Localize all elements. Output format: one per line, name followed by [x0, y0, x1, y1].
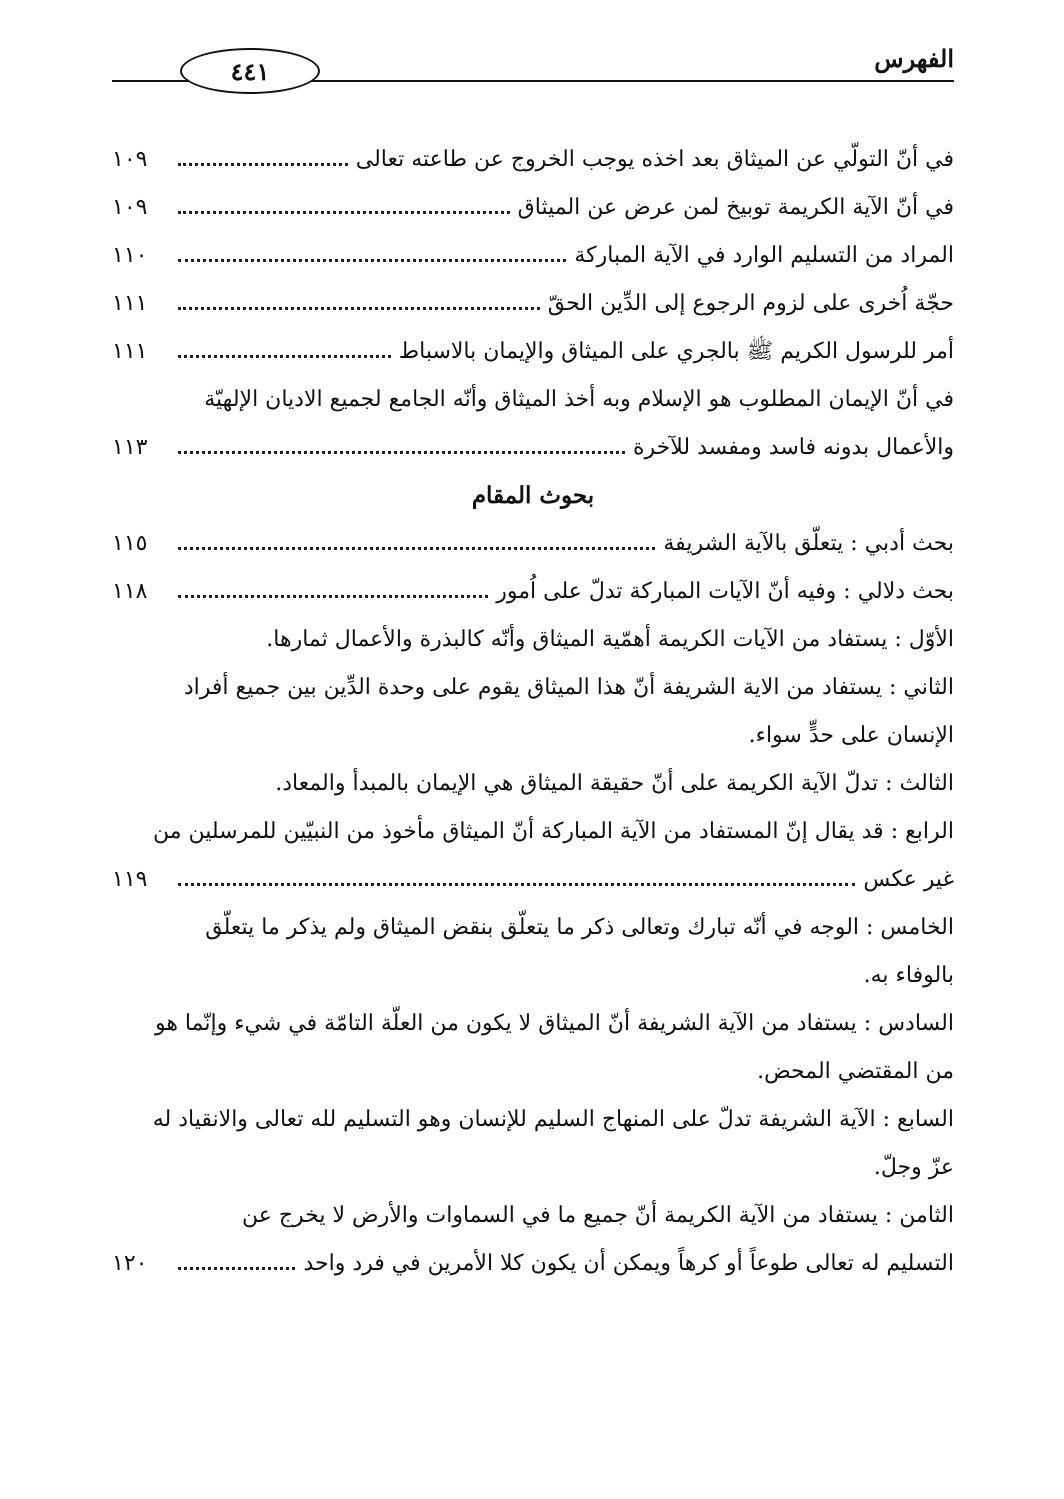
- dot-leader: [178, 211, 510, 214]
- dot-leader: [178, 451, 625, 454]
- point-eighth-line1: الثامن : يستفاد من الآية الكريمة أنّ جميع ما في السماوات والأرض لا يخرج عن: [241, 1203, 954, 1228]
- point-seventh-line2: عزّ وجلّ.: [873, 1155, 954, 1180]
- index-content: [112, 136, 954, 1288]
- point-first: الأوّل : يستفاد من الآيات الكريمة أهمّية الميثاق وأنّه كالبذرة والأعمال ثمارها.: [266, 627, 954, 652]
- point-second-line1: الثاني : يستفاد من الاية الشريفة أنّ هذا الميثاق يقوم على وحدة الدِّين بين جميع أفراد: [183, 675, 954, 700]
- toc-entry-text: بحث أدبي : يتعلّق بالآية الشريفة: [663, 531, 954, 556]
- toc-entry: [112, 1240, 954, 1288]
- toc-entry-text: في أنّ التولّي عن الميثاق بعد اخذه يوجب الخروج عن طاعته تعالى: [355, 147, 954, 172]
- toc-entry-text: أمر للرسول الكريم ﷺ بالجري على الميثاق والإيمان بالاسباط: [398, 339, 954, 364]
- toc-entry-page: ١٠٩: [112, 147, 148, 172]
- point-fifth-line1: الخامس : الوجه في أنّه تبارك وتعالى ذكر ما يتعلّق بنقض الميثاق ولم يذكر ما يتعلّق: [205, 915, 954, 940]
- point-eighth-line2: التسليم له تعالى طوعاً أو كرهاً ويمكن أن يكون كلا الأمرين في فرد واحد: [303, 1251, 954, 1276]
- toc-entry-page: ١١١: [112, 339, 148, 364]
- toc-entry-page: ١١٣: [112, 435, 148, 460]
- toc-entry-page: ١٢٠: [112, 1251, 148, 1276]
- toc-entry: [112, 520, 954, 568]
- point-second-line2: الإنسان على حدٍّ سواء.: [748, 723, 954, 748]
- dot-leader: [178, 259, 566, 262]
- toc-entry-page: ١١٠: [112, 243, 148, 268]
- dot-leader: [178, 883, 855, 886]
- page-title: الفهرس: [864, 44, 954, 73]
- toc-entry-text: المراد من التسليم الوارد في الآية المباركة: [574, 243, 954, 268]
- toc-entry-page: ١١١: [112, 291, 148, 316]
- point-fourth-line2: غير عكس: [863, 867, 954, 892]
- toc-entry-page: ١١٨: [112, 579, 148, 604]
- dot-leader: [178, 547, 655, 550]
- point-fourth-line1: الرابع : قد يقال إنّ المستفاد من الآية المباركة أنّ الميثاق مأخوذ من النبيّين للمرسلين من: [152, 819, 954, 844]
- dot-leader: [178, 355, 391, 358]
- dot-leader: [178, 595, 488, 598]
- point-fifth-line2: بالوفاء به.: [863, 963, 954, 988]
- toc-entry-text: حجّة اُخرى على لزوم الرجوع إلى الدِّين الحقّ: [547, 291, 954, 316]
- toc-entry-text: في أنّ الآية الكريمة توبيخ لمن عرض عن الميثاق: [517, 195, 954, 220]
- toc-entry-text: والأعمال بدونه فاسد ومفسد للآخرة: [632, 435, 954, 460]
- point-seventh-line1: السابع : الآية الشريفة تدلّ على المنهاج السليم للإنسان وهو التسليم لله تعالى والانقياد له: [152, 1107, 954, 1132]
- section-heading: بحوث المقام: [471, 482, 595, 509]
- point-sixth-line1: السادس : يستفاد من الآية الشريفة أنّ الميثاق لا يكون من العلّة التامّة في شيء وإنّما هو: [154, 1011, 954, 1036]
- toc-entry-page: ١١٥: [112, 531, 148, 556]
- toc-entry: [112, 856, 954, 904]
- toc-entry: [112, 328, 954, 376]
- toc-entry: [112, 184, 954, 232]
- toc-entry: [112, 232, 954, 280]
- page-number: ٤٤١: [180, 48, 320, 94]
- dot-leader: [178, 163, 348, 166]
- toc-entry: [112, 280, 954, 328]
- page-header: [112, 42, 954, 90]
- point-third: الثالث : تدلّ الآية الكريمة على أنّ حقيقة الميثاق هي الإيمان بالمبدأ والمعاد.: [275, 771, 954, 796]
- toc-entry-text: بحث دلالي : وفيه أنّ الآيات المباركة تدلّ على اُمور: [496, 579, 954, 604]
- toc-entry: [112, 568, 954, 616]
- toc-entry-page: ١١٩: [112, 867, 148, 892]
- toc-entry-line: في أنّ الإيمان المطلوب هو الإسلام وبه أخذ الميثاق وأنّه الجامع لجميع الاديان الإلهيّة: [204, 387, 954, 412]
- dot-leader: [178, 307, 540, 310]
- toc-entry: [112, 136, 954, 184]
- point-sixth-line2: من المقتضي المحض.: [757, 1059, 954, 1084]
- toc-entry-page: ١٠٩: [112, 195, 148, 220]
- toc-entry: [112, 424, 954, 472]
- dot-leader: [178, 1267, 295, 1270]
